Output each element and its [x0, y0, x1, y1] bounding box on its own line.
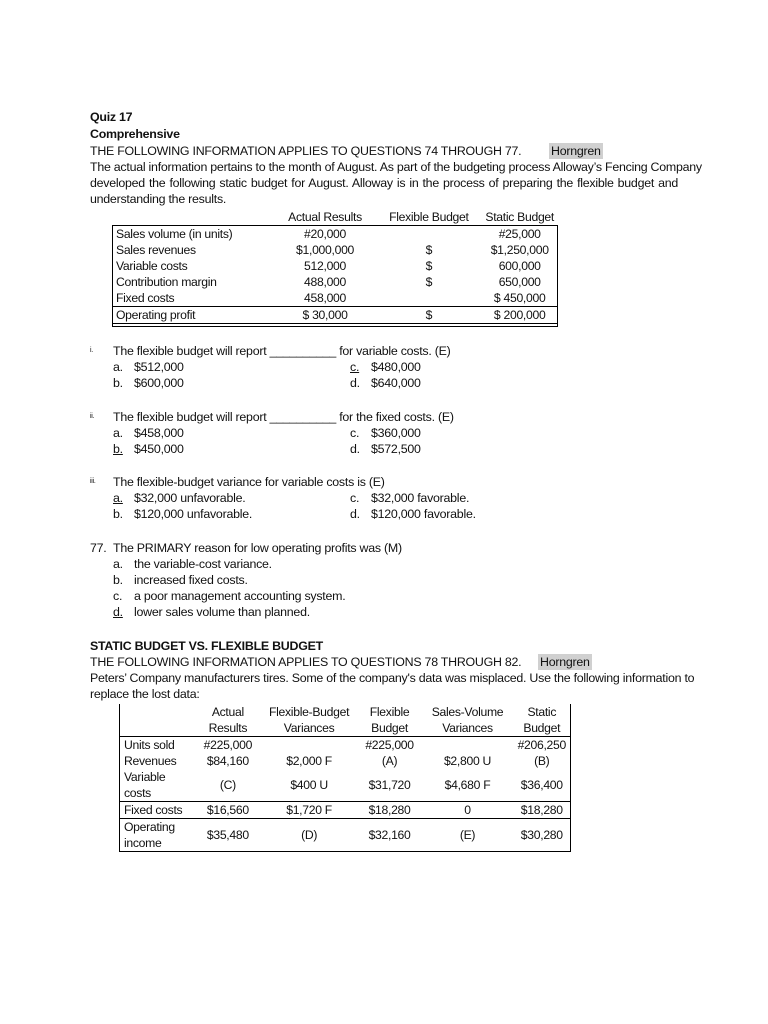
col-header: Budget	[523, 721, 561, 735]
option-letter: a.	[113, 426, 123, 440]
option-text: the variable-cost variance.	[134, 557, 272, 571]
intro-paragraph-line: understanding the results.	[90, 192, 227, 206]
option-text: increased fixed costs.	[134, 573, 248, 587]
table-row: Sales volume (in units) #20,000 #25,000	[116, 227, 541, 241]
section2-paragraph-line: replace the lost data:	[90, 687, 200, 701]
option-text: $32,000 unfavorable.	[134, 491, 246, 505]
col-header: Flexible Budget	[389, 210, 469, 224]
table-row: Operating income $35,480 (D) $32,160 (E) $30,280	[124, 820, 563, 850]
question-text: The flexible budget will report __________ for variable costs. (E)	[113, 344, 451, 358]
question-text: The flexible-budget variance for variable costs is (E)	[113, 475, 385, 489]
col-header: Actual Results	[288, 210, 362, 224]
section2-intro-line: THE FOLLOWING INFORMATION APPLIES TO QUESTIONS 78 THROUGH 82.	[90, 655, 522, 669]
option-text: $640,000	[371, 376, 421, 390]
col-header: Results	[208, 721, 248, 735]
question-number: i.	[90, 347, 93, 354]
option-letter: b.	[113, 442, 123, 456]
table-row: Units sold #225,000 #225,000 #206,250	[124, 738, 566, 752]
option-text: $512,000	[134, 360, 184, 374]
variance-table	[119, 704, 571, 852]
option-letter: b.	[113, 507, 123, 521]
quiz-title: Quiz 17	[90, 110, 133, 124]
option-letter: d.	[350, 376, 360, 390]
question-number: 77.	[90, 541, 107, 555]
option-letter: d.	[350, 442, 360, 456]
option-letter: b.	[113, 376, 123, 390]
option-letter: c.	[350, 491, 360, 505]
table-header-row	[112, 209, 558, 226]
col-header: Actual	[211, 705, 244, 719]
option-letter: d.	[350, 507, 360, 521]
option-letter: a.	[113, 491, 123, 505]
intro-paragraph-line: developed the following static budget for August. Alloway is in the process of preparing the flexible budget and	[90, 176, 678, 190]
option-text: $360,000	[371, 426, 421, 440]
table-row: Fixed costs $16,560 $1,720 F $18,280 0 $18,280	[120, 802, 571, 819]
col-header: Budget	[371, 721, 408, 735]
option-text: $480,000	[371, 360, 421, 374]
option-letter: c.	[113, 589, 123, 603]
option-text: lower sales volume than planned.	[134, 605, 310, 619]
option-text: a poor management accounting system.	[134, 589, 346, 603]
table-row: Variable costs 512,000 $ 600,000	[116, 259, 541, 273]
option-letter: a.	[113, 557, 123, 571]
option-text: $600,000	[134, 376, 184, 390]
table-header-row	[120, 720, 571, 737]
option-text: $32,000 favorable.	[371, 491, 470, 505]
option-text: $572,500	[371, 442, 421, 456]
section2-title: STATIC BUDGET VS. FLEXIBLE BUDGET	[90, 639, 323, 653]
col-header: Static Budget	[485, 210, 554, 224]
option-letter: d.	[113, 605, 123, 619]
table-border	[112, 225, 558, 327]
question-text: The flexible budget will report __________ for the fixed costs. (E)	[113, 410, 454, 424]
col-header: Flexible	[369, 705, 410, 719]
option-letter: c.	[350, 426, 360, 440]
intro-paragraph-line: The actual information pertains to the month of August. As part of the budgeting process Alloway’s Fencing Company	[90, 160, 702, 174]
col-header: Sales-Volume	[431, 705, 504, 719]
section-title: Comprehensive	[90, 127, 180, 141]
table-row: Contribution margin 488,000 $ 650,000	[116, 275, 541, 289]
section2-source-tag: Horngren	[540, 655, 590, 669]
table-header-row	[120, 704, 571, 720]
col-header: Flexible-Budget	[268, 705, 350, 719]
table-row: Sales revenues $1,000,000 $ $1,250,000	[116, 243, 549, 257]
col-header: Static	[527, 705, 557, 719]
intro-line: THE FOLLOWING INFORMATION APPLIES TO QUESTIONS 74 THROUGH 77.	[90, 144, 522, 158]
option-letter: c.	[350, 360, 360, 374]
table-row: Fixed costs 458,000 $ 450,000	[116, 291, 546, 305]
table-row: Revenues $84,160 $2,000 F (A) $2,800 U (B)	[124, 754, 550, 768]
option-text: $458,000	[134, 426, 184, 440]
option-text: $120,000 unfavorable.	[134, 507, 253, 521]
col-header: Variances	[442, 721, 493, 735]
question-number: ii.	[90, 413, 95, 420]
option-letter: a.	[113, 360, 123, 374]
table-row: Variable costs (C) $400 U $31,720 $4,680 F $36,400	[120, 769, 571, 802]
col-header: Variances	[283, 721, 335, 735]
source-tag: Horngren	[551, 144, 601, 158]
option-text: $450,000	[134, 442, 184, 456]
section2-paragraph-line: Peters’ Company manufacturers tires. Some of the company's data was misplaced. Use the following information to	[90, 671, 695, 685]
question-text: The PRIMARY reason for low operating profits was (M)	[113, 541, 402, 555]
option-letter: b.	[113, 573, 123, 587]
table-row: Operating profit $ 30,000 $ $ 200,000	[112, 307, 558, 324]
question-number: iii.	[90, 478, 96, 485]
option-text: $120,000 favorable.	[371, 507, 476, 521]
